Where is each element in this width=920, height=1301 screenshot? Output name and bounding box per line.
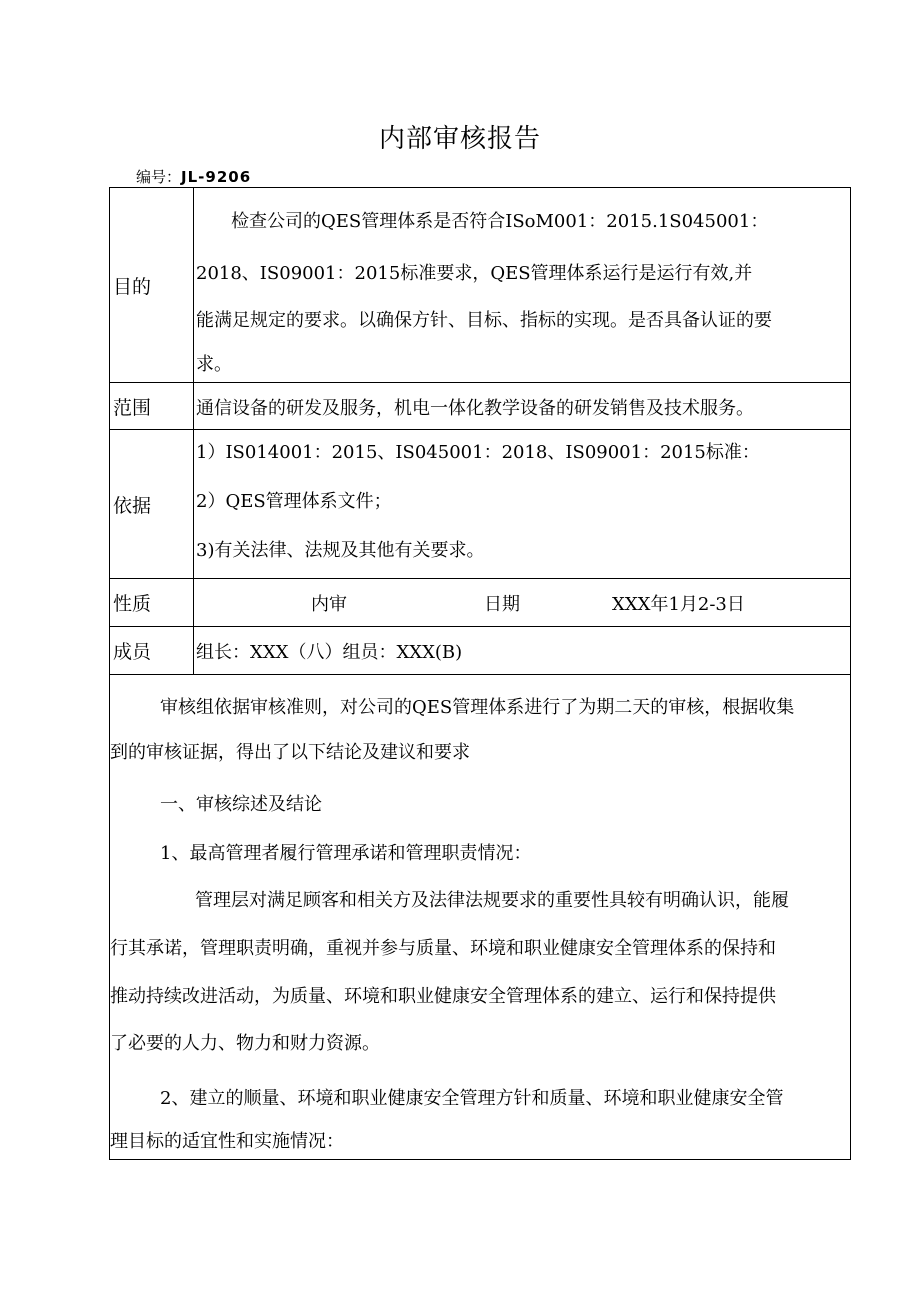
- basis-line: 3)有关法律、法规及其他有关要求。: [196, 540, 485, 561]
- basis-line: 2）QES管理体系文件；: [196, 491, 392, 512]
- body-line: 理目标的适宜性和实施情况：: [110, 1131, 344, 1152]
- document-number: [136, 166, 251, 187]
- body-line: 审核组依据审核准则，对公司的QES管理体系进行了为期二天的审核，根据收集: [160, 697, 795, 718]
- body-line: 行其承诺，管理职责明确，重视并参与质量、环境和职业健康安全管理体系的保持和: [110, 938, 776, 959]
- body-line: 管理层对满足顾客和相关方及法律法规要求的重要性具较有明确认识，能履: [195, 890, 789, 911]
- subsection-heading: 2、建立的顺量、环境和职业健康安全管理方针和质量、环境和职业健康安全管: [160, 1088, 784, 1109]
- purpose-line: 2018、IS09001：2015标准要求，QES管理体系运行是运行有效,并: [196, 263, 753, 284]
- row-purpose: [110, 188, 850, 383]
- audit-report-table: [109, 187, 851, 1160]
- date-value: XXX年1月2-3日: [612, 594, 745, 615]
- content-members: [196, 627, 850, 674]
- content-nature: [196, 579, 850, 626]
- document-number-value: JL-9206: [181, 168, 252, 186]
- purpose-line: 求。: [196, 354, 232, 375]
- label-basis: 依据: [110, 430, 194, 578]
- date-label: 日期: [484, 594, 520, 615]
- scope-text: 通信设备的研发及服务，机电一体化教学设备的研发销售及技术服务。: [196, 398, 754, 419]
- purpose-line: 检查公司的QES管理体系是否符合ISoM001：2015.1S045001：: [231, 211, 769, 232]
- label-nature: 性质: [110, 579, 194, 626]
- page-title: 内部审核报告: [378, 124, 541, 154]
- purpose-line: 能满足规定的要求。以确保方针、目标、指标的实现。是否具备认证的要: [196, 310, 772, 331]
- label-members: 成员: [110, 627, 194, 674]
- section-heading: 一、审核综述及结论: [160, 794, 322, 815]
- nature-value: 内审: [311, 594, 347, 615]
- content-purpose: [196, 188, 850, 382]
- document-number-label: 编号：: [136, 168, 182, 186]
- subsection-heading: 1、最高管理者履行管理承诺和管理职责情况：: [160, 843, 532, 864]
- row-scope: [110, 383, 850, 430]
- row-members: [110, 627, 850, 675]
- content-basis: [196, 430, 850, 578]
- members-text: 组长：XXX（八）组员：XXX(B): [196, 642, 463, 663]
- body-line: 了必要的人力、物力和财力资源。: [110, 1033, 380, 1054]
- content-scope: [196, 383, 850, 429]
- body-line: 到的审核证据，得出了以下结论及建议和要求: [110, 742, 470, 763]
- body-line: 推动持续改进活动，为质量、环境和职业健康安全管理体系的建立、运行和保持提供: [110, 986, 776, 1007]
- label-purpose: 目的: [110, 188, 194, 382]
- label-scope: 范围: [110, 383, 194, 429]
- row-nature: [110, 579, 850, 627]
- row-basis: [110, 430, 850, 579]
- basis-line: 1）IS014001：2015、IS045001：2018、IS09001：2015标准：: [196, 442, 760, 463]
